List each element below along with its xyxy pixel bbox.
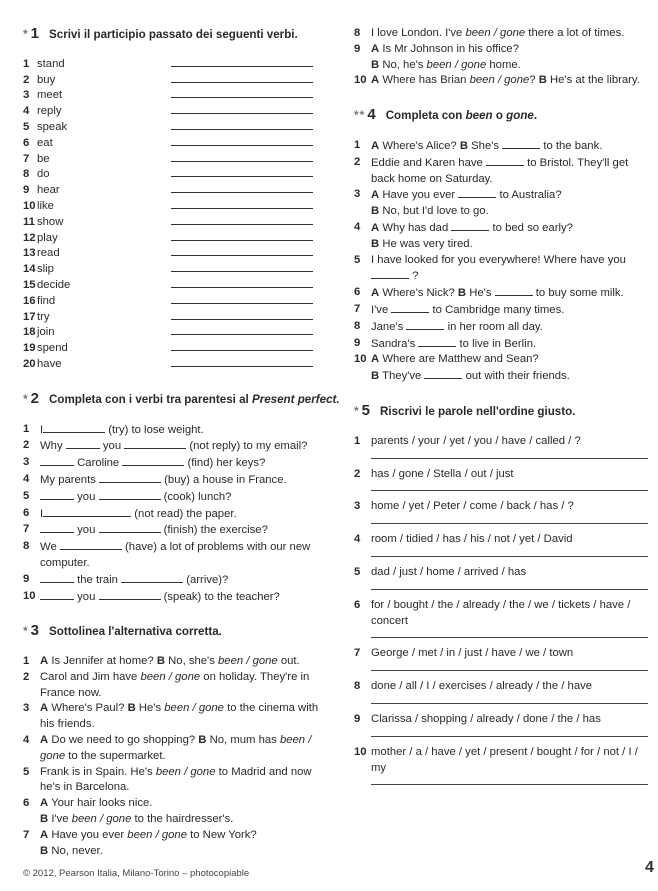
ex2-item: 2 Why you (not reply) to my email? <box>23 439 308 453</box>
blank-input[interactable] <box>124 438 186 449</box>
exercise-1 <box>23 26 328 373</box>
verb-word: have <box>37 357 62 370</box>
alternative-choice[interactable]: been / gone <box>469 74 530 87</box>
blank-input[interactable] <box>40 455 74 466</box>
verb-number: 18 <box>23 326 36 339</box>
verb-word: try <box>37 310 50 323</box>
answer-input[interactable] <box>171 325 313 335</box>
verb-row <box>23 183 328 199</box>
ex4-item: 3 A Have you ever to Australia? B No, but I'd love to go. <box>354 188 562 218</box>
alternative-choice[interactable]: been / gone <box>155 765 216 778</box>
ex2-item: 10 you (speak) to the teacher? <box>23 589 280 603</box>
alternative-choice[interactable]: been / gone <box>218 655 278 668</box>
answer-line-input[interactable] <box>371 450 648 459</box>
ex3-item: 9 A Is Mr Johnson in his office? B No, he's been / gone home. <box>354 42 521 71</box>
verb-number: 17 <box>23 310 36 323</box>
answer-line-input[interactable] <box>371 515 648 524</box>
verb-number: 16 <box>23 294 36 307</box>
verb-row <box>23 246 328 262</box>
ex3-item: 10 A Where has Brian been / gone? B He's at the library. <box>354 74 640 87</box>
verb-word: reply <box>37 105 62 118</box>
alternative-choice[interactable]: been / gone <box>40 734 312 762</box>
alternative-choice[interactable]: been / gone <box>140 670 201 683</box>
ex2-item: 7 you (finish) the exercise? <box>23 523 268 537</box>
blank-input[interactable] <box>424 368 462 379</box>
verb-number: 3 <box>23 89 30 102</box>
verb-row <box>23 357 328 373</box>
verb-word: find <box>37 294 56 307</box>
verb-row <box>23 104 328 120</box>
alternative-choice[interactable]: been / gone <box>164 702 224 715</box>
ex4-item: 1 A Where's Alice? B She's to the bank. <box>354 138 603 152</box>
item-number: 5 <box>354 565 361 578</box>
scrambled-words: parents / your / yet / you / have / called / ? <box>371 434 581 447</box>
blank-input[interactable] <box>121 572 183 583</box>
ex3-item: 3 A Where's Paul? B He's been / gone to the cinema with his friends. <box>23 702 319 731</box>
item-number: 8 <box>354 680 361 693</box>
answer-line-input[interactable] <box>371 695 648 704</box>
ex4-item: 2 Eddie and Karen have to Bristol. They'll get back home on Saturday. <box>354 155 629 185</box>
verb-list <box>23 57 328 373</box>
verb-row <box>23 341 328 357</box>
blank-input[interactable] <box>391 302 429 313</box>
answer-line-input[interactable] <box>371 482 648 491</box>
blank-input[interactable] <box>502 138 540 149</box>
blank-input[interactable] <box>122 455 184 466</box>
verb-number: 14 <box>23 263 36 276</box>
exercise-5 <box>354 403 650 785</box>
item-number: 6 <box>354 598 361 611</box>
ex3-item: 7 A Have you ever been / gone to New York? B No, never. <box>23 828 257 857</box>
blank-input[interactable] <box>40 572 74 583</box>
reorder-item <box>354 646 650 662</box>
blank-input[interactable] <box>40 589 74 600</box>
scrambled-words: Clarissa / shopping / already / done / the / has <box>371 712 601 725</box>
answer-input[interactable] <box>171 357 313 367</box>
blank-input[interactable] <box>486 155 524 166</box>
verb-word: slip <box>37 263 54 276</box>
ex2-item: 1 I (try) to lose weight. <box>23 422 204 436</box>
answer-input[interactable] <box>171 73 313 83</box>
item-number: 4 <box>354 533 361 546</box>
answer-input[interactable] <box>171 104 313 114</box>
verb-row <box>23 88 328 104</box>
verb-number: 9 <box>23 184 30 197</box>
blank-input[interactable] <box>99 472 161 483</box>
reorder-item <box>354 565 650 581</box>
verb-word: do <box>37 168 50 181</box>
exercise-3-continued <box>354 26 650 89</box>
verb-number: 4 <box>23 105 30 118</box>
blank-input[interactable] <box>43 506 131 517</box>
exercise-2 <box>23 389 340 606</box>
answer-input[interactable] <box>171 262 313 272</box>
blank-input[interactable] <box>66 438 100 449</box>
scrambled-words: for / bought / the / already / the / we / tickets / have / concert <box>371 598 631 627</box>
verb-number: 12 <box>23 231 36 244</box>
item-number: 2 <box>354 467 361 480</box>
verb-number: 10 <box>23 199 36 212</box>
exercise-4 <box>354 107 650 385</box>
ex2-item: 8 We (have) a lot of problems with our new computer. <box>23 540 311 569</box>
item-number: 7 <box>354 647 361 660</box>
verb-number: 1 <box>23 57 30 70</box>
ex3-item: 5 Frank is in Spain. He's been / gone to Madrid and now he's in Barcelona. <box>23 765 312 794</box>
scrambled-words: George / met / in / just / have / we / town <box>371 647 574 660</box>
verb-row <box>23 120 328 136</box>
answer-input[interactable] <box>171 57 313 67</box>
exercise-4-title: ** 4 Completa con been o gone. <box>354 106 538 124</box>
ex3-item: 2 Carol and Jim have been / gone on holiday. They're in France now. <box>23 670 310 699</box>
reorder-item <box>354 434 650 450</box>
verb-row <box>23 231 328 247</box>
answer-line-input[interactable] <box>371 548 648 557</box>
ex2-item: 4 My parents (buy) a house in France. <box>23 472 287 486</box>
reorder-item <box>354 467 650 483</box>
verb-word: like <box>37 199 54 212</box>
verb-row <box>23 278 328 294</box>
reorder-item <box>354 499 650 515</box>
blank-input[interactable] <box>99 522 161 533</box>
item-number: 9 <box>354 712 361 725</box>
ex4-item: 6 A Where's Nick? B He's to buy some milk. <box>354 286 624 300</box>
ex3-item: 1 A Is Jennifer at home? B No, she's been / gone out. <box>23 655 300 668</box>
answer-input[interactable] <box>171 341 313 351</box>
ex4-item: 10 A Where are Matthew and Sean? B They've out with their friends. <box>354 353 570 383</box>
blank-input[interactable] <box>371 268 409 279</box>
verb-row <box>23 325 328 341</box>
verb-row <box>23 199 328 215</box>
scrambled-words: mother / a / have / yet / present / bought / for / not / I / my <box>371 745 638 774</box>
blank-input[interactable] <box>99 589 161 600</box>
ex3-item: 6 A Your hair looks nice. B I've been / gone to the hairdresser's. <box>23 797 234 826</box>
verb-word: hear <box>37 184 60 197</box>
verb-number: 5 <box>23 120 30 133</box>
exercise-3 <box>23 623 328 859</box>
blank-input[interactable] <box>451 220 489 231</box>
verb-number: 8 <box>23 168 30 181</box>
left-column <box>23 25 340 869</box>
answer-input[interactable] <box>171 215 313 225</box>
answer-line-input[interactable] <box>371 728 648 737</box>
verb-number: 15 <box>23 278 36 291</box>
scrambled-words: has / gone / Stella / out / just <box>371 467 514 480</box>
verb-word: read <box>37 247 60 260</box>
verb-word: stand <box>37 57 65 70</box>
alternative-choice[interactable]: been / gone <box>426 58 487 71</box>
answer-input[interactable] <box>171 246 313 256</box>
answer-line-input[interactable] <box>371 629 648 638</box>
answer-input[interactable] <box>171 167 313 177</box>
ex3-item: 4 A Do we need to go shopping? B No, mum has been / gone to the supermarket. <box>23 734 312 762</box>
verb-word: be <box>37 152 50 165</box>
scrambled-words: dad / just / home / arrived / has <box>371 565 527 578</box>
ex4-item: 5 I have looked for you everywhere! Where have you ? <box>354 253 626 283</box>
blank-input[interactable] <box>99 489 161 500</box>
verb-row <box>23 57 328 73</box>
verb-row <box>23 152 328 168</box>
scrambled-words: done / all / I / exercises / already / the / have <box>371 680 593 693</box>
answer-input[interactable] <box>171 88 313 98</box>
verb-number: 7 <box>23 152 30 165</box>
blank-input[interactable] <box>406 319 444 330</box>
answer-input[interactable] <box>171 152 313 162</box>
alternative-choice[interactable]: been / gone <box>127 828 187 841</box>
ex4-item: 9 Sandra's to live in Berlin. <box>354 336 537 350</box>
ex2-item: 5 you (cook) lunch? <box>23 489 232 503</box>
answer-input[interactable] <box>171 231 313 241</box>
answer-input[interactable] <box>171 294 313 304</box>
scrambled-words: home / yet / Peter / come / back / has / ? <box>371 500 574 513</box>
item-number: 1 <box>354 434 361 447</box>
verb-row <box>23 73 328 89</box>
answer-input[interactable] <box>171 199 313 209</box>
blank-input[interactable] <box>60 539 122 550</box>
copyright-footer: © 2012, Pearson Italia, Milano-Torino – photocopiable <box>23 868 250 879</box>
page-number: 4 <box>645 859 654 876</box>
answer-input[interactable] <box>171 183 313 193</box>
alternative-choice[interactable]: been / gone <box>465 27 526 39</box>
verb-row <box>23 294 328 310</box>
reorder-item <box>354 745 650 777</box>
verb-row <box>23 262 328 278</box>
ex3-item: 8 I love London. I've been / gone there a lot of times. <box>354 27 625 39</box>
verb-number: 11 <box>23 215 35 228</box>
reorder-list <box>354 434 650 786</box>
answer-input[interactable] <box>171 136 313 146</box>
blank-input[interactable] <box>418 336 456 347</box>
item-number: 3 <box>354 500 361 513</box>
answer-line-input[interactable] <box>371 662 648 671</box>
verb-word: spend <box>37 342 68 355</box>
blank-input[interactable] <box>40 489 74 500</box>
blank-input[interactable] <box>43 422 105 433</box>
right-column <box>354 26 650 795</box>
verb-word: join <box>37 326 55 339</box>
verb-word: buy <box>37 73 56 86</box>
verb-number: 19 <box>23 342 36 355</box>
blank-input[interactable] <box>495 285 533 296</box>
verb-word: eat <box>37 136 53 149</box>
verb-row <box>23 167 328 183</box>
ex2-item: 3 Caroline (find) her keys? <box>23 456 266 470</box>
reorder-item <box>354 679 650 695</box>
reorder-item <box>354 532 650 548</box>
blank-input[interactable] <box>40 522 74 533</box>
reorder-item <box>354 598 650 630</box>
ex2-item: 9 the train (arrive)? <box>23 572 229 586</box>
verb-word: speak <box>37 120 68 133</box>
verb-word: meet <box>37 89 63 102</box>
answer-input[interactable] <box>171 278 313 288</box>
answer-input[interactable] <box>171 310 313 320</box>
verb-word: decide <box>37 278 71 291</box>
ex4-item: 4 A Why has dad to bed so early? B He was very tired. <box>354 220 573 250</box>
exercise-5-title: * 5 Riscrivi le parole nell'ordine giusto. <box>354 401 576 419</box>
answer-line-input[interactable] <box>371 581 648 590</box>
verb-number: 13 <box>23 247 36 260</box>
answer-input[interactable] <box>171 120 313 130</box>
exercise-1-title: * 1 Scrivi il participio passato dei seguenti verbi. <box>23 25 298 42</box>
verb-word: play <box>37 231 58 244</box>
reorder-item <box>354 712 650 728</box>
answer-line-input[interactable] <box>371 776 648 785</box>
verb-word: show <box>37 215 64 228</box>
ex2-item: 6 I (not read) the paper. <box>23 506 237 520</box>
ex4-item: 8 Jane's in her room all day. <box>354 319 543 333</box>
ex4-item: 7 I've to Cambridge many times. <box>354 302 565 316</box>
exercise-3-title: * 3 Sottolinea l'alternativa corretta. <box>23 622 222 640</box>
item-number: 10 <box>354 745 367 758</box>
scrambled-words: room / tidied / has / his / not / yet / David <box>371 533 573 546</box>
verb-number: 20 <box>23 357 36 370</box>
blank-input[interactable] <box>458 187 496 198</box>
verb-row <box>23 310 328 326</box>
verb-number: 2 <box>23 73 30 86</box>
alternative-choice[interactable]: been / gone <box>71 813 132 826</box>
verb-number: 6 <box>23 136 30 149</box>
exercise-2-title: * 2 Completa con i verbi tra parentesi al Present perfect. <box>23 389 340 407</box>
verb-row <box>23 215 328 231</box>
verb-row <box>23 136 328 152</box>
